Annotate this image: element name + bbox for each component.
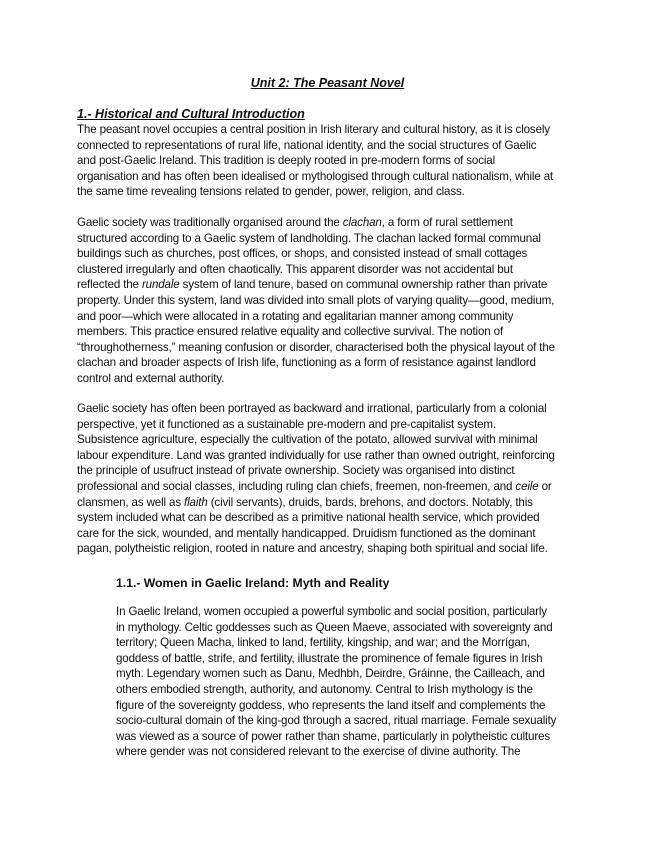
text-run: “throughotherness,” meaning confusion or disorder, characterised both the physical layout of the: [77, 340, 555, 354]
text-line: [77, 417, 582, 433]
text-line: [116, 682, 582, 698]
text-run: where gender was not considered relevant to the exercise of divine authority. The: [116, 745, 521, 759]
text-run: (civil servants), druids, bards, brehons, and doctors. Notably, this: [207, 495, 533, 509]
italic-term: ceile: [515, 479, 539, 493]
text-run: members. This practice ensured relative equality and collective survival. The notion of: [77, 325, 504, 339]
text-run: organisation and has often been idealised or mythologised through cultural nationalism, while at: [77, 169, 554, 183]
text-line: [116, 744, 582, 760]
text-line: [77, 215, 582, 231]
text-line: [77, 340, 582, 356]
text-run: care for the sick, wounded, and mentally handicapped. Druidism functioned as the dominant: [77, 526, 536, 540]
text-run: the same time revealing tensions related to gender, power, religion, and class.: [77, 185, 465, 199]
text-run: or: [538, 479, 552, 493]
text-line: [116, 713, 582, 729]
text-run: reflected the: [77, 278, 142, 292]
page-title: Unit 2: The Peasant Novel: [250, 76, 405, 90]
text-line: [77, 371, 582, 387]
text-line: [77, 541, 582, 557]
text-line: [77, 355, 582, 371]
text-run: connected to representations of rural life, national identity, and the social structures of Gaelic: [77, 138, 537, 152]
text-run: labour expenditure. Land was granted individually for use rather than owned outright, reinforcing: [77, 448, 555, 462]
text-line: [77, 231, 582, 247]
text-run: Gaelic society was traditionally organised around the: [77, 216, 343, 229]
text-line: [77, 153, 582, 169]
text-run: territory; Queen Macha, linked to land, fertility, kingship, and war; and the Morrígan,: [116, 636, 530, 650]
text-run: property. Under this system, land was divided into small plots of varying quality—good, medium,: [77, 293, 555, 307]
paragraph: [77, 401, 582, 557]
text-run: Gaelic society has often been portrayed as backward and irrational, particularly from a colonial: [77, 402, 547, 415]
text-run: others embodied strength, authority, and autonomy. Central to Irish mythology is the: [116, 682, 533, 696]
text-line: [77, 510, 582, 526]
text-run: goddess of battle, strife, and fertility, illustrate the prominence of female figures in Irish: [116, 651, 543, 665]
text-line: [77, 262, 582, 278]
text-run: socio-cultural domain of the king-god through a sacred, ritual marriage. Female sexuality: [116, 714, 557, 728]
section-heading: 1.- Historical and Cultural Introduction: [77, 107, 305, 121]
text-line: [77, 309, 582, 325]
text-line: [77, 526, 582, 542]
text-run: and post-Gaelic Ireland. This tradition is deeply rooted in pre-modern forms of social: [77, 154, 495, 168]
text-run: structured according to a Gaelic system of landholding. The clachan lacked formal communal: [77, 231, 541, 245]
text-line: [77, 293, 582, 309]
text-line: [116, 635, 582, 651]
text-line: [77, 122, 582, 138]
text-line: [116, 651, 582, 667]
text-line: [77, 324, 582, 340]
text-run: system included what can be described as a primitive national health service, which provided: [77, 511, 540, 525]
text-run: In Gaelic Ireland, women occupied a powerful symbolic and social position, particularly: [116, 605, 547, 618]
text-line: [77, 277, 582, 293]
text-line: [77, 246, 582, 262]
text-line: [77, 169, 582, 185]
text-run: myth. Legendary women such as Danu, Medhbh, Deirdre, Gráinne, the Cailleach, and: [116, 667, 545, 681]
text-line: [116, 698, 582, 714]
text-run: system of land tenure, based on communal ownership rather than private: [179, 278, 548, 292]
text-run: in mythology. Celtic goddesses such as Queen Maeve, associated with sovereignty and: [116, 620, 553, 634]
text-line: [116, 666, 582, 682]
italic-term: flaith: [184, 495, 208, 509]
text-run: , a form of rural settlement: [381, 216, 513, 229]
text-run: figure of the sovereignty goddess, who represents the land itself and complements the: [116, 698, 546, 712]
text-run: clustered irregularly and often chaotically. This apparent disorder was not accidental but: [77, 262, 513, 276]
italic-term: clachan: [342, 216, 382, 229]
subsection-heading: 1.1.- Women in Gaelic Ireland: Myth and Reality: [116, 576, 390, 590]
italic-term: rundale: [141, 278, 180, 292]
text-run: and poor—which were allocated in a rotating and egalitarian manner among community: [77, 309, 514, 323]
text-run: clansmen, as well as: [77, 495, 185, 509]
text-run: professional and social classes, including ruling clan chiefs, freemen, non-freemen, and: [77, 479, 516, 493]
text-run: pagan, polytheistic religion, rooted in nature and ancestry, shaping both spiritual and social life.: [77, 542, 548, 556]
text-run: control and external authority.: [77, 371, 225, 385]
paragraph: [77, 122, 582, 200]
text-line: [77, 479, 582, 495]
text-run: was viewed as a source of power rather than shame, particularly in polytheistic cultures: [116, 729, 551, 743]
text-run: Subsistence agriculture, especially the cultivation of the potato, allowed survival with minimal: [77, 433, 538, 447]
text-line: [77, 401, 582, 417]
text-line: [77, 495, 582, 511]
text-run: clachan and broader aspects of Irish life, functioning as a form of resistance against landlord: [77, 356, 536, 370]
text-line: [77, 184, 582, 200]
text-run: The peasant novel occupies a central position in Irish literary and cultural history, as it is closely: [77, 123, 550, 136]
text-line: [77, 448, 582, 464]
text-run: buildings such as churches, post offices, or shops, and consisted instead of small cottages: [77, 247, 528, 261]
paragraph: [116, 604, 582, 760]
text-line: [116, 604, 582, 620]
text-line: [77, 138, 582, 154]
text-run: perspective, yet it functioned as a sustainable pre-modern and pre-capitalist system.: [77, 417, 497, 431]
text-line: [77, 463, 582, 479]
text-run: the principle of usufruct instead of private ownership. Society was organised into distinct: [77, 464, 515, 478]
text-line: [116, 620, 582, 636]
text-line: [77, 432, 582, 448]
paragraph: [77, 215, 582, 387]
text-line: [116, 729, 582, 745]
